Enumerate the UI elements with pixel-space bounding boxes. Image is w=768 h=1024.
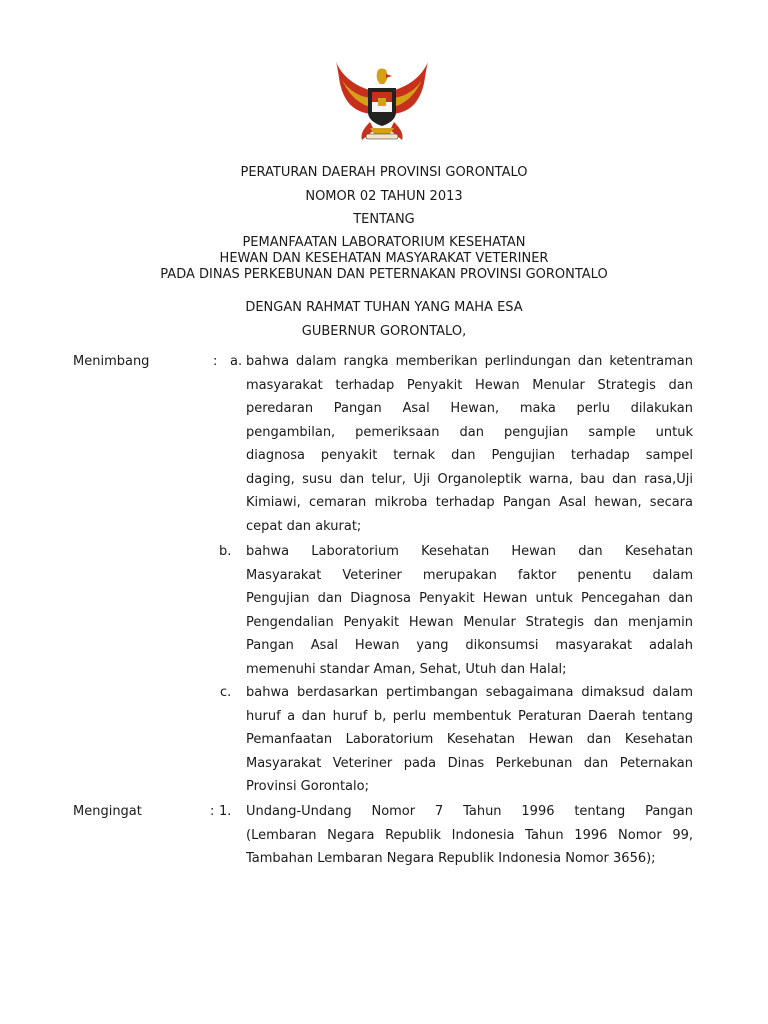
text-line: bahwa berdasarkan pertimbangan sebagaimana dimaksud dalam: [246, 685, 693, 700]
title-line-3: TENTANG: [353, 212, 415, 227]
text-line: Pengujian dan Diagnosa Penyakit Hewan untuk Pencegahan dan: [246, 591, 693, 606]
text-line: bahwa Laboratorium Kesehatan Hewan dan Kesehatan: [246, 544, 693, 559]
text-line: Masyarakat Veteriner merupakan faktor penentu dalam: [246, 567, 693, 583]
subject-line-1: PEMANFAATAN LABORATORIUM KESEHATAN: [242, 235, 526, 250]
text-line: masyarakat terhadap Penyakit Hewan Menular Strategis dan: [246, 377, 693, 393]
menimbang-item-c-marker: c.: [220, 685, 232, 700]
text-line: Provinsi Gorontalo;: [246, 779, 369, 794]
text-line: Kimiawi, cemaran mikroba terhadap Pangan Asal hewan, secara: [246, 495, 693, 510]
text-line: diagnosa penyakit ternak dan Pengujian terhadap sampel: [246, 448, 693, 463]
menimbang-item-b: [246, 540, 693, 681]
text-line: Tambahan Lembaran Negara Republik Indonesia Nomor 3656);: [246, 851, 656, 866]
text-line: Pemanfaatan Laboratorium Kesehatan Hewan dan Kesehatan: [246, 732, 693, 747]
menimbang-colon: :: [213, 354, 218, 369]
subject-line-3: PADA DINAS PERKEBUNAN DAN PETERNAKAN PROVINSI GORONTALO: [160, 267, 608, 282]
title-line-2: NOMOR 02 TAHUN 2013: [305, 189, 463, 204]
text-line: huruf a dan huruf b, perlu membentuk Peraturan Daerah tentang: [246, 708, 693, 724]
governor-line: GUBERNUR GORONTALO,: [301, 324, 467, 339]
mengingat-label: Mengingat: [73, 804, 142, 819]
title-line-1: PERATURAN DAERAH PROVINSI GORONTALO: [240, 165, 528, 180]
text-line: Undang-Undang Nomor 7 Tahun 1996 tentang Pangan: [246, 804, 693, 819]
menimbang-item-c: [246, 681, 693, 799]
menimbang-item-b-marker: b.: [219, 544, 232, 559]
mengingat-colon: :: [210, 804, 215, 819]
text-line: Masyarakat Veteriner pada Dinas Perkebunan dan Peternakan: [246, 755, 693, 771]
text-line: memenuhi standar Aman, Sehat, Utuh dan Halal;: [246, 661, 567, 677]
mengingat-item-1-marker: 1.: [219, 804, 232, 819]
menimbang-item-a-marker: a.: [230, 354, 243, 369]
text-line: daging, susu dan telur, Uji Organoleptik warna, bau dan rasa,Uji: [246, 471, 693, 487]
text-line: pengambilan, pemeriksaan dan pengujian sample untuk: [246, 424, 693, 440]
mengingat-item-1: [246, 800, 693, 871]
text-line: peredaran Pangan Asal Hewan, maka perlu dilakukan: [246, 401, 693, 416]
menimbang-item-a: [246, 350, 693, 538]
text-line: cepat dan akurat;: [246, 518, 362, 534]
garuda-emblem-icon: [330, 58, 434, 142]
subject-line-2: HEWAN DAN KESEHATAN MASYARAKAT VETERINER: [219, 251, 549, 266]
text-line: bahwa dalam rangka memberikan perlindungan dan ketentraman: [246, 354, 693, 369]
menimbang-label: Menimbang: [73, 354, 150, 369]
blessing-line: DENGAN RAHMAT TUHAN YANG MAHA ESA: [245, 300, 523, 315]
text-line: (Lembaran Negara Republik Indonesia Tahun 1996 Nomor 99,: [246, 827, 693, 843]
text-line: Pangan Asal Hewan yang dikonsumsi masyarakat adalah: [246, 638, 693, 653]
text-line: Pengendalian Penyakit Hewan Menular Strategis dan menjamin: [246, 614, 693, 630]
